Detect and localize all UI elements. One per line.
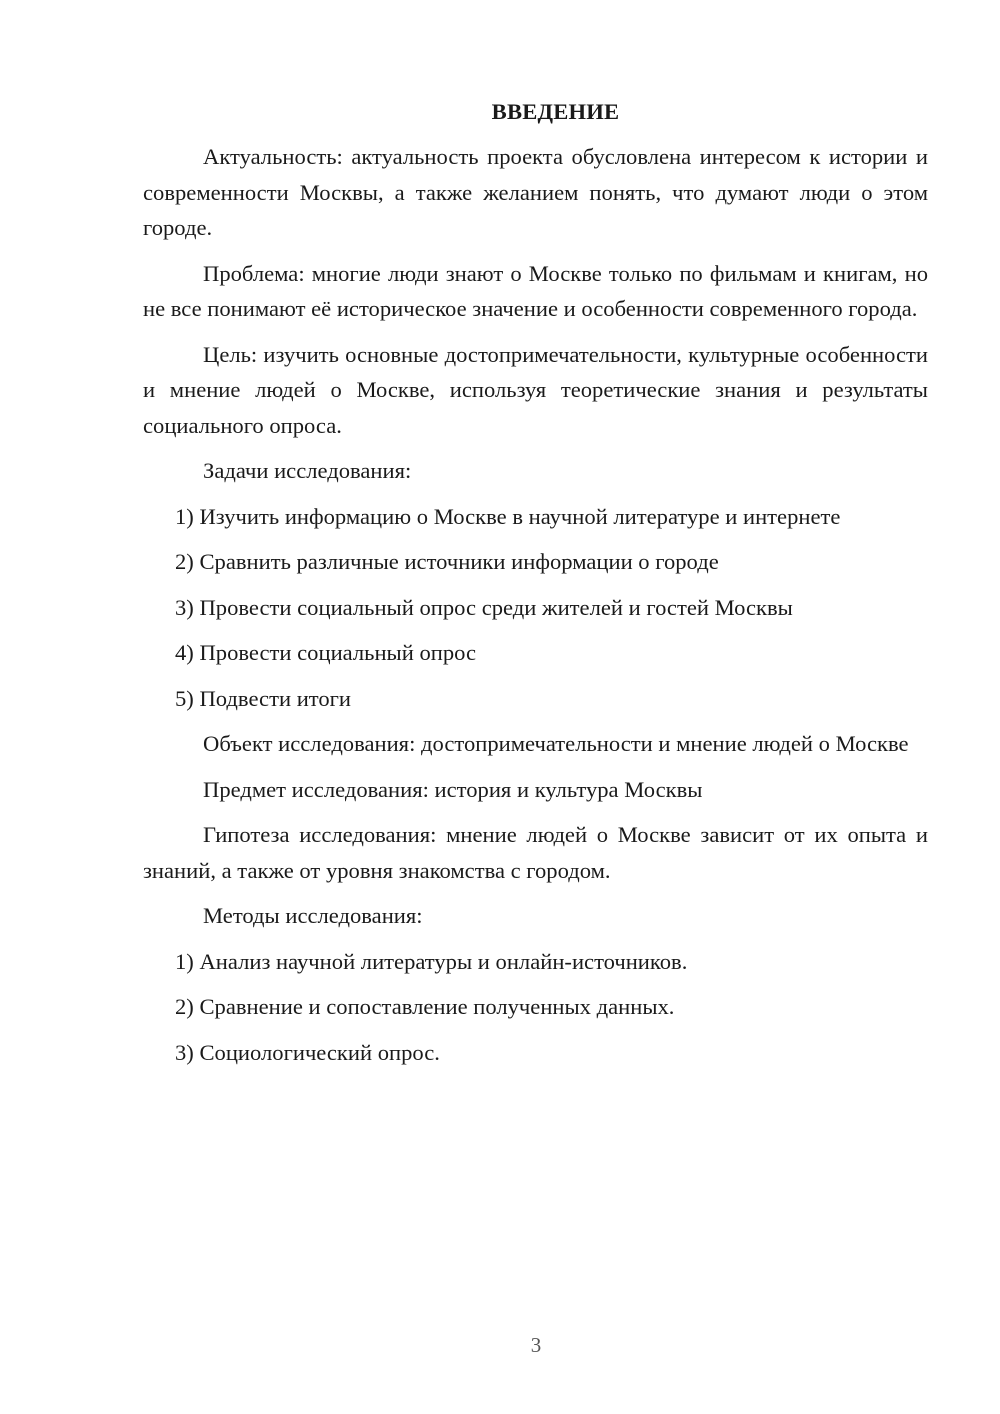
problem-paragraph: Проблема: многие люди знают о Москве только по фильмам и книгам, но не все понимают её историческое значение и особенности современного города. bbox=[143, 260, 928, 321]
relevance-paragraph: Актуальность: актуальность проекта обусловлена интересом к истории и современности Москвы, а также желанием понять, что думают люди о этом городе. bbox=[143, 144, 928, 240]
list-item: 2) Сравнить различные источники информации о городе bbox=[175, 549, 719, 574]
list-item: 3) Социологический опрос. bbox=[175, 1039, 440, 1065]
methods-list bbox=[143, 944, 928, 1071]
list-item: 5) Подвести итоги bbox=[175, 685, 352, 711]
tasks-list bbox=[143, 499, 928, 717]
object-paragraph: Объект исследования: достопримечательности и мнение людей о Москве bbox=[203, 731, 909, 756]
list-item: 1) Анализ научной литературы и онлайн-источников. bbox=[175, 948, 688, 974]
list-item: 4) Провести социальный опрос bbox=[175, 640, 477, 665]
hypothesis-paragraph: Гипотеза исследования: мнение людей о Москве зависит от их опыта и знаний, а также от уровня знакомства с городом. bbox=[143, 822, 928, 883]
list-item: 3) Провести социальный опрос среди жителей и гостей Москвы bbox=[175, 594, 793, 620]
subject-paragraph: Предмет исследования: история и культура Москвы bbox=[203, 776, 703, 802]
page-number: 3 bbox=[530, 1333, 542, 1357]
section-title: ВВЕДЕНИЕ bbox=[491, 99, 620, 124]
list-item: 2) Сравнение и сопоставление полученных данных. bbox=[175, 994, 675, 1019]
goal-paragraph: Цель: изучить основные достопримечательности, культурные особенности и мнение людей о Москве, используя теоретические знания и результаты социального опроса. bbox=[143, 341, 928, 438]
tasks-heading: Задачи исследования: bbox=[203, 458, 412, 483]
list-item: 1) Изучить информацию о Москве в научной литературе и интернете bbox=[175, 503, 841, 529]
methods-heading: Методы исследования: bbox=[203, 903, 423, 928]
document-page bbox=[143, 97, 928, 1080]
